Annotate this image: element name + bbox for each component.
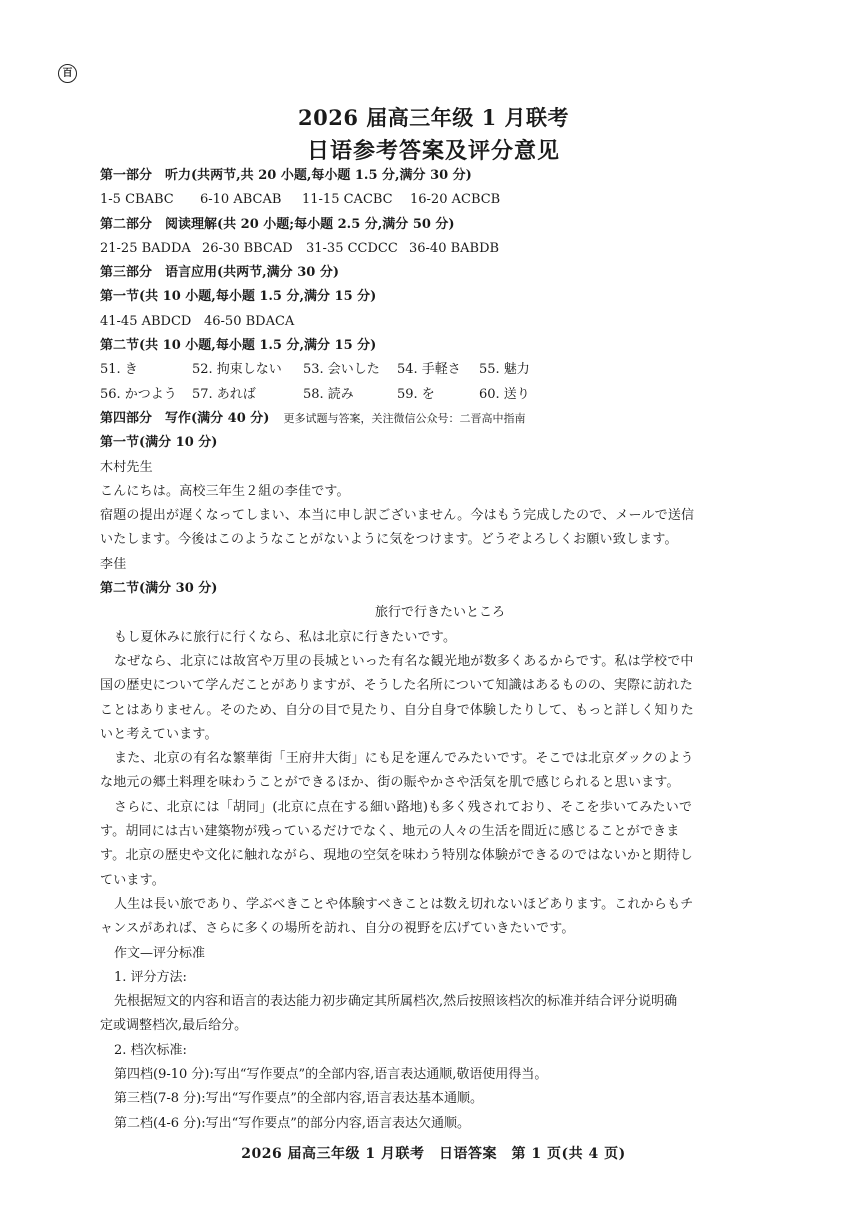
answer-group: 26-30 BBCAD	[202, 240, 293, 256]
criteria-method-line: 先根据短文的内容和语言的表达能力初步确定其所属档次,然后按照该档次的标准并结合评分说明确	[114, 994, 678, 1010]
part2-heading: 第二部分 阅读理解(共 20 小题;每小题 2.5 分,满分 50 分)	[100, 216, 455, 232]
criteria-levels-title: 2. 档次标准:	[114, 1042, 187, 1058]
criteria-level: 第三档(7-8 分):写出“写作要点”的全部内容,语言表达基本通顺。	[114, 1091, 484, 1107]
criteria-level: 第二档(4-6 分):写出“写作要点”的部分内容,语言表达欠通顺。	[114, 1115, 471, 1131]
part3-sec1-heading: 第一节(共 10 小题,每小题 1.5 分,满分 15 分)	[100, 289, 377, 305]
fill-answer: 56. かつよう	[100, 386, 177, 402]
fill-answer: 55. 魅力	[479, 362, 530, 378]
essay-line: ことはありません。そのため、自分の目で見たり、自分自身で体験したりして、もっと詳しく知りた	[100, 702, 695, 718]
answer-group: 1-5 CBABC	[100, 192, 174, 208]
promo-note: 更多试题与答案，关注微信公众号：二晋高中指南	[283, 411, 526, 425]
page-footer: 2026 届高三年级 1 月联考 日语答案 第 1 页(共 4 页)	[241, 1146, 626, 1162]
part3-sec2-row2	[100, 383, 780, 407]
part4-sec1-heading: 第一节(满分 10 分)	[100, 435, 218, 451]
fill-answer: 58. 読み	[303, 386, 354, 402]
part4-heading: 第四部分 写作(满分 40 分)	[100, 410, 270, 426]
fill-answer: 52. 拘束しない	[192, 362, 282, 378]
answer-group: 11-15 CACBC	[302, 192, 393, 208]
answer-group: 21-25 BADDA	[100, 240, 191, 256]
essay-line: ています。	[100, 872, 165, 888]
essay-line: 人生は長い旅であり、学ぶべきことや体験すべきことは数え切れないほどあります。これからもチ	[114, 896, 694, 912]
letter-signature: 李佳	[100, 556, 127, 572]
answer-group: 36-40 BABDB	[409, 240, 500, 256]
corner-logo-mark: 百	[58, 64, 77, 83]
part3-sec2-heading: 第二节(共 10 小题,每小题 1.5 分,满分 15 分)	[100, 338, 377, 354]
fill-answer: 54. 手軽さ	[397, 362, 461, 378]
answer-content	[100, 164, 780, 1136]
essay-line: なぜなら、北京には故宮や万里の長城といった有名な観光地が数多くあるからです。私は学校で中	[114, 653, 694, 669]
answer-group: 16-20 ACBCB	[410, 192, 501, 208]
answer-group: 41-45 ABDCD	[100, 313, 192, 329]
essay-line: さらに、北京には「胡同」(北京に点在する細い路地)も多く残されており、そこを歩いてみたいで	[114, 799, 693, 815]
part1-answers	[100, 188, 780, 212]
criteria-method-title: 1. 评分方法:	[114, 969, 187, 985]
answer-group: 6-10 ABCAB	[200, 192, 282, 208]
essay-title: 旅行で行きたいところ	[374, 605, 505, 621]
essay-line: 国の歴史について学んだことがありますが、そうした名所について知識はあるものの、実際に訪れた	[100, 678, 693, 694]
letter-line: いたします。今後はこのようなことがないように気をつけます。どうぞよろしくお願い致します。	[100, 532, 678, 548]
part1-heading: 第一部分 听力(共两节,共 20 小题,每小题 1.5 分,满分 30 分)	[100, 168, 472, 183]
fill-answer: 57. あれば	[192, 386, 256, 402]
letter-salutation: 木村先生	[100, 459, 153, 475]
criteria-method-line: 定或调整档次,最后给分。	[100, 1018, 248, 1034]
criteria-level: 第四档(9-10 分):写出“写作要点”的全部内容,语言表达通顺,敬语使用得当。	[114, 1066, 548, 1082]
part2-answers	[100, 237, 780, 261]
fill-answer: 53. 会いした	[303, 362, 380, 378]
fill-answer: 51. き	[100, 362, 138, 378]
part4-heading-row	[100, 407, 780, 431]
criteria-title: 作文—评分标准	[114, 945, 206, 961]
part3-sec1-answers	[100, 310, 780, 334]
part4-sec2-heading: 第二节(满分 30 分)	[100, 581, 218, 597]
letter-line: こんにちは。高校三年生２組の李佳です。	[100, 483, 350, 499]
part3-sec2-row1	[100, 358, 780, 382]
essay-line: また、北京の有名な繁華街「王府井大街」にも足を運んでみたいです。そこでは北京ダックのよう	[114, 751, 694, 767]
part3-heading: 第三部分 语言应用(共两节,满分 30 分)	[100, 265, 339, 281]
essay-line: もし夏休みに旅行に行くなら、私は北京に行きたいです。	[114, 629, 457, 645]
essay-line: す。北京の歴史や文化に触れながら、現地の空気を味わう特別な体験ができるのではないかと期待し	[100, 848, 693, 864]
essay-line: な地元の郷土料理を味わうことができるほか、街の賑やかさや活気を肌で感じられると思います。	[100, 775, 680, 791]
essay-line: いと考えています。	[100, 726, 218, 742]
letter-line: 宿題の提出が遅くなってしまい、本当に申し訳ございません。今はもう完成したので、メールで送信	[100, 508, 695, 524]
exam-title: 2026 届高三年级 1 月联考	[298, 105, 569, 130]
fill-answer: 59. を	[397, 386, 435, 402]
answer-key-title: 日语参考答案及评分意见	[306, 138, 560, 164]
answer-group: 31-35 CCDCC	[306, 240, 398, 256]
essay-line: す。胡同には古い建築物が残っているだけでなく、地元の人々の生活を間近に感じることができま	[100, 824, 680, 840]
fill-answer: 60. 送り	[479, 386, 530, 402]
essay-line: ャンスがあれば、さらに多くの場所を訪れ、自分の視野を広げていきたいです。	[100, 921, 575, 937]
answer-group: 46-50 BDACA	[204, 313, 295, 329]
